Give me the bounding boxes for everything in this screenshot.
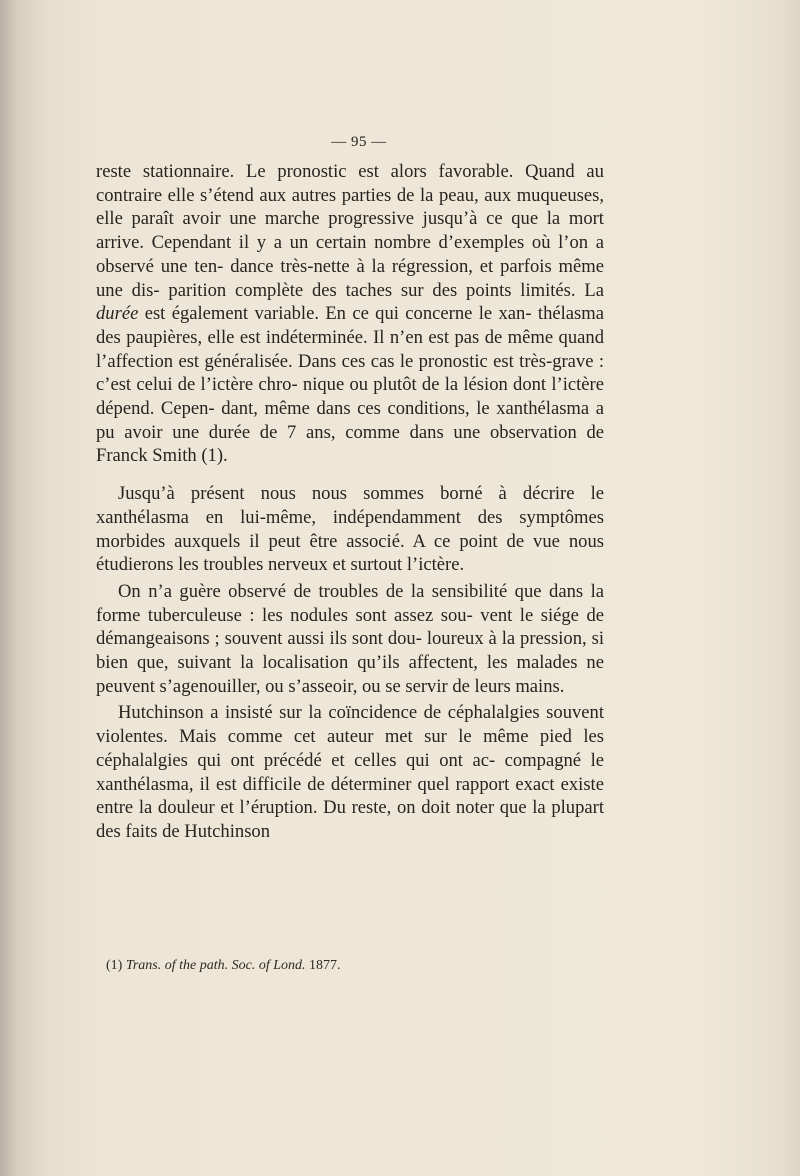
- text-line: progressive jusqu’à ce que la mort arrive. Cependant il y a: [96, 208, 604, 254]
- page-text: [96, 130, 604, 844]
- text-line: On n’a guère observé de troubles de la sensibilité que: [118, 580, 542, 602]
- text-line: cas le pronostic est très-grave : c’est celui de l’ictère chro-: [96, 350, 604, 396]
- text-line: dans la forme tuberculeuse : les nodules sont assez sou-: [96, 580, 604, 626]
- text-line: dance très-nette à la régression, et parfois même une dis-: [96, 255, 604, 301]
- text-line: un certain nombre d’exemples où l’on a observé une ten-: [96, 232, 604, 277]
- page-number: — 95 —: [331, 134, 387, 150]
- footnote-year: 1877.: [305, 958, 341, 973]
- footnote-citation: Trans. of the path. Soc. of Lond.: [125, 958, 306, 973]
- text-line: reste stationnaire. Le pronostic est alors favorable.: [96, 161, 514, 182]
- text-line: nique ou plutôt de la lésion dont l’ictère dépend. Cepen-: [96, 374, 604, 420]
- text-line: une durée de 7 ans, comme dans une observation de: [172, 421, 604, 443]
- paragraph-prognosis: [96, 160, 604, 468]
- text-line: compagné le xanthélasma, il est difficile de déterminer quel: [96, 749, 604, 795]
- paragraph-symptoms-intro: [96, 482, 604, 577]
- footnote: [106, 958, 586, 974]
- text-line: nous étudierons les troubles nerveux et surtout l’ictère.: [96, 530, 604, 576]
- text-line: Franck Smith (1).: [96, 445, 228, 467]
- text-line: xanthélasma en lui-même, indépendamment des symptômes: [96, 506, 604, 528]
- text-line: de la peau, aux muqueuses, elle paraît avoir une marche: [96, 184, 604, 230]
- text-line: reste, on doit noter que la plupart des faits de Hutchinson: [96, 797, 605, 842]
- text-line: thélasma des paupières, elle est indéterminée. Il n’en est: [96, 303, 604, 348]
- text-line: est également variable. En ce qui concerne le xan-: [138, 303, 532, 325]
- text-line: pas de même quand l’affection est généralisée. Dans ces: [96, 326, 604, 372]
- text-line: pied les céphalalgies qui ont précédé et celles qui ont ac-: [96, 726, 604, 771]
- paragraph-sensibility: [96, 580, 604, 699]
- italic-term: durée: [96, 303, 139, 325]
- paragraph-hutchinson: [96, 701, 604, 843]
- text-line: vent le siége de démangeaisons ; souvent aussi ils sont dou-: [96, 604, 604, 650]
- text-line: parition complète des taches sur des points limités. La: [168, 279, 604, 301]
- text-line: qu’ils affectent, les malades ne peuvent s’agenouiller, ou: [96, 652, 604, 697]
- text-line: souvent violentes. Mais comme cet auteur met sur le même: [96, 702, 604, 748]
- text-line: Quand au contraire elle s’étend aux autres parties: [96, 161, 604, 206]
- text-line: loureux à la pression, si bien que, suivant la localisation: [96, 628, 604, 674]
- text-line: morbides auxquels il peut être associé. A ce point de vue: [96, 530, 560, 552]
- text-line: rapport exact existe entre la douleur et l’éruption. Du: [96, 773, 604, 819]
- text-line: Hutchinson a insisté sur la coïncidence de céphalalgies: [118, 702, 540, 724]
- text-line: s’asseoir, ou se servir de leurs mains.: [288, 675, 565, 697]
- footnote-marker: (1): [106, 958, 126, 973]
- text-line: dant, même dans ces conditions, le xanthélasma a pu avoir: [96, 398, 604, 443]
- text-line: Jusqu’à présent nous nous sommes borné à décrire le: [118, 483, 604, 505]
